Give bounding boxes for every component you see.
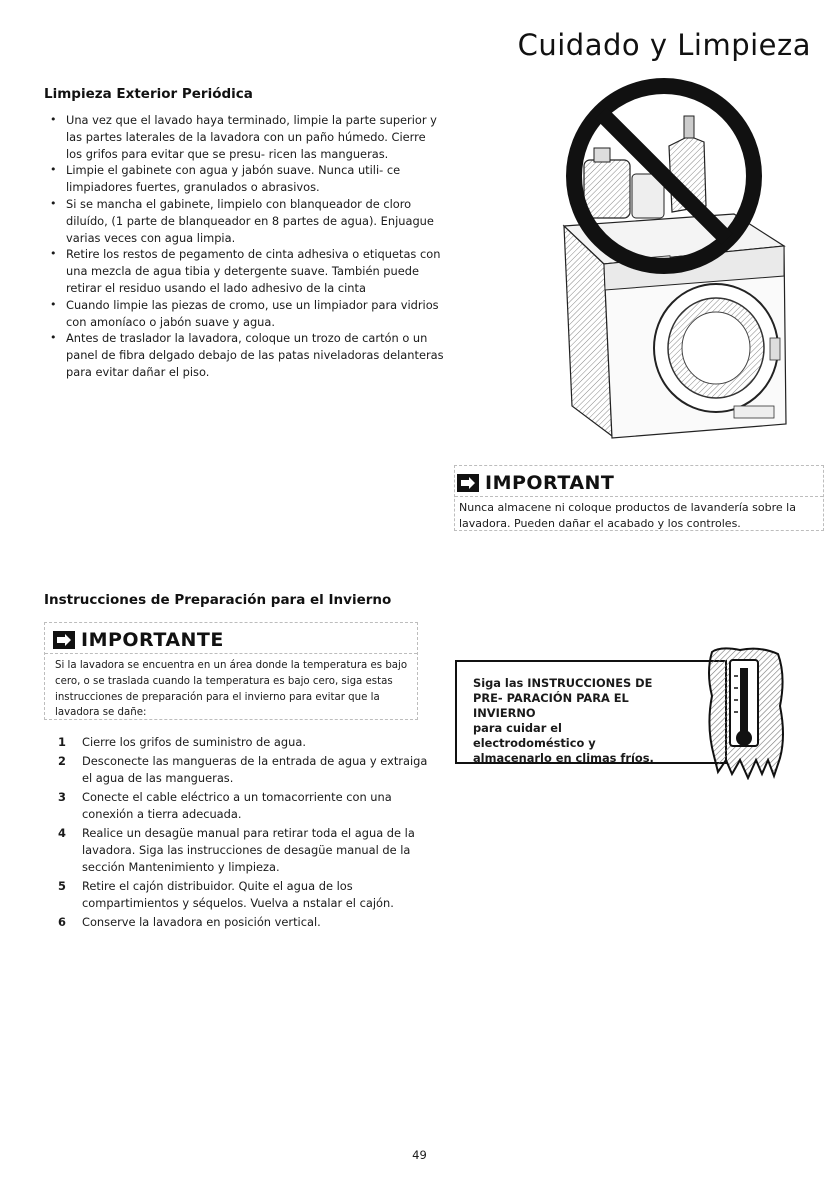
- washer-no-products-illustration: [484, 76, 834, 460]
- step-number: 5: [58, 879, 66, 893]
- step-text: Conecte el cable eléctrico a un tomacorriente con una conexión a tierra adecuada.: [82, 790, 392, 821]
- winter-callout-line1: Siga las INSTRUCCIONES DE PRE- PARACIÓN PARA EL INVIERNO: [473, 676, 653, 720]
- step-number: 3: [58, 790, 66, 804]
- list-item: [58, 753, 438, 787]
- arrow-right-icon: [53, 631, 75, 649]
- list-item: [58, 789, 438, 823]
- list-item: [58, 734, 438, 751]
- step-text: Realice un desagüe manual para retirar toda el agua de la lavadora. Siga las instrucciones de desagüe manual de la sección Mantenimiento y limpieza.: [82, 826, 415, 874]
- important-label: IMPORTANTE: [81, 629, 224, 651]
- important-header: [45, 623, 417, 654]
- list-item: • Cuando limpie las piezas de cromo, use un limpiador para vidrios con amoníaco o jabón suave y agua.: [44, 297, 444, 331]
- winter-callout-text: [473, 676, 673, 766]
- list-item: [58, 878, 438, 912]
- cleaning-bullet-list: [44, 112, 444, 381]
- list-item: [58, 914, 438, 931]
- frozen-thermometer-icon: [700, 646, 790, 780]
- arrow-right-icon: [457, 474, 479, 492]
- important-text: Si la lavadora se encuentra en un área donde la temperatura es bajo cero, o se traslada cuando la temperatura es bajo cero, siga estas instrucciones de preparación para el invierno para evitar que la lavadora se dañe:: [55, 660, 408, 719]
- list-item: • Limpie el gabinete con agua y jabón suave. Nunca utili- ce limpiadores fuertes, granulados o abrasivos.: [44, 162, 444, 196]
- important-text: Nunca almacene ni coloque productos de lavandería sobre la lavadora. Pueden dañar el acabado y los controles.: [459, 501, 796, 530]
- step-text: Desconecte las mangueras de la entrada de agua y extraiga el agua de las mangueras.: [82, 754, 428, 785]
- step-number: 4: [58, 826, 66, 840]
- page-title: Cuidado y Limpieza: [517, 28, 811, 62]
- step-text: Conserve la lavadora en posición vertical.: [82, 915, 321, 929]
- step-text: Cierre los grifos de suministro de agua.: [82, 735, 306, 749]
- section-title-winter-prep: Instrucciones de Preparación para el Invierno: [44, 592, 392, 608]
- step-number: 6: [58, 915, 66, 929]
- step-number: 2: [58, 754, 66, 768]
- important-notice-laundry-products: [454, 465, 824, 531]
- section-title-exterior-cleaning: Limpieza Exterior Periódica: [44, 86, 253, 102]
- list-item: • Una vez que el lavado haya terminado, limpie la parte superior y las partes laterales de la lavadora con un paño húmedo. Cierre los grifos para evitar que se presu- ricen las mangueras.: [44, 112, 444, 162]
- important-notice-winter: [44, 622, 418, 720]
- page-number: 49: [412, 1148, 427, 1162]
- list-item: • Antes de traslador la lavadora, coloque un trozo de cartón o un panel de fibra delgado debajo de las patas niveladoras delanteras para evitar dañar el piso.: [44, 330, 444, 380]
- winter-callout-box: [455, 660, 727, 764]
- step-text: Retire el cajón distribuidor. Quite el agua de los compartimientos y séquelos. Vuelva a nstalar el cajón.: [82, 879, 394, 910]
- list-item: • Retire los restos de pegamento de cinta adhesiva o etiquetas con una mezcla de agua tibia y detergente suave. También puede retirar el residuo usando el lado adhesivo de la cinta: [44, 246, 444, 296]
- winter-callout-line2: para cuidar el electrodoméstico y almacenarlo en climas fríos.: [473, 721, 654, 765]
- step-number: 1: [58, 735, 66, 749]
- important-header: [455, 466, 823, 497]
- winter-steps-list: [58, 734, 438, 933]
- important-label: IMPORTANT: [485, 472, 615, 494]
- list-item: [58, 825, 438, 876]
- list-item: • Si se mancha el gabinete, limpielo con blanqueador de cloro diluído, (1 parte de blanqueador en 8 partes de agua). Enjuague varias veces con agua limpia.: [44, 196, 444, 246]
